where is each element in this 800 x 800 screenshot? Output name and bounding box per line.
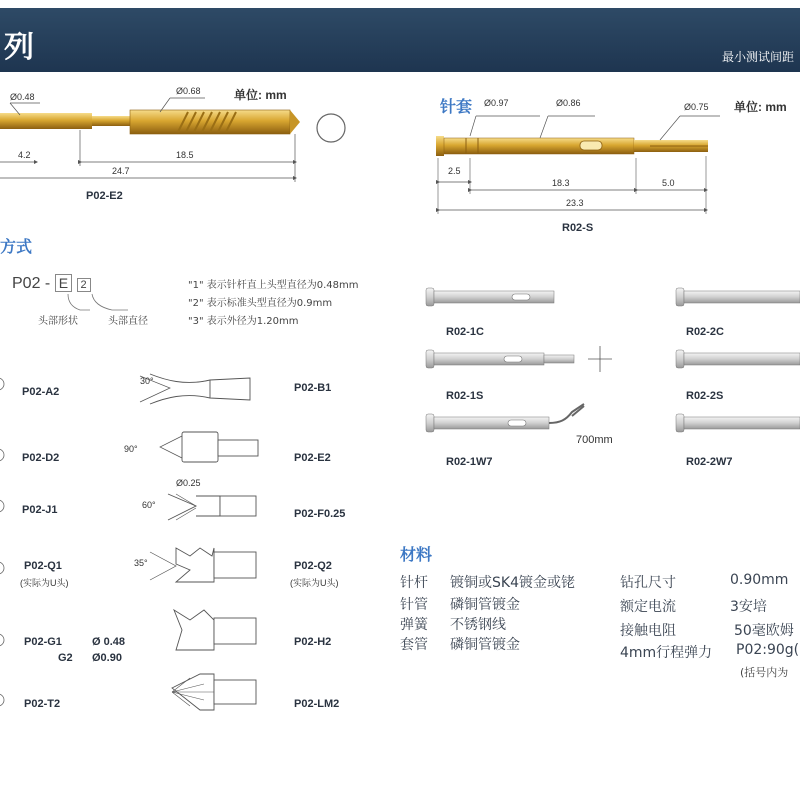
dim-4-2: 4.2 (18, 150, 31, 160)
spec-key-1: 钻孔尺寸 (620, 575, 676, 591)
dia-code-box: 2 (77, 278, 91, 292)
angle-90: 90° (124, 444, 138, 454)
tip-q2-note: (实际为U头) (290, 578, 339, 588)
mat-key-1: 针杆 (400, 575, 428, 591)
mat-key-4: 套管 (400, 637, 428, 653)
mat-key-2: 针管 (400, 597, 428, 613)
dim-dia-086: Ø0.86 (556, 98, 581, 108)
ordering-prefix: P02 - (12, 275, 51, 292)
dia-025: Ø0.25 (176, 478, 201, 488)
tip-p02-lm2: P02-LM2 (294, 698, 340, 710)
barrel-heading: 针套 (440, 97, 473, 116)
ordering-heading: 方式 (0, 237, 33, 256)
unit-label: 单位: mm (234, 88, 287, 102)
probe-p02-e2-drawing (0, 98, 345, 182)
tip-p02-g1: P02-G1 (24, 636, 62, 648)
tip-q1-note: (实际为U头) (20, 578, 69, 588)
mat-val-2: 磷铜管镀金 (450, 597, 520, 613)
ordering-note-3: "3" 表示外径为1.20mm (188, 316, 299, 327)
tip-p02-f025: P02-F0.25 (294, 508, 346, 520)
ordering-note-1: "1" 表示针杆直上头型直径为0.48mm (188, 280, 359, 291)
mat-val-3: 不锈钢线 (450, 617, 506, 633)
dim-23-3: 23.3 (566, 198, 584, 208)
tip-p02-q2: P02-Q2 (294, 560, 332, 572)
tip-p02-d2: P02-D2 (22, 452, 60, 464)
recept-r02-2w7: R02-2W7 (686, 456, 733, 468)
ordering-code-diagram (68, 294, 128, 310)
mat-val-4: 磷铜管镀金 (450, 637, 520, 653)
dim-dia-097: Ø0.97 (484, 98, 509, 108)
spec-val-1: 0.90mm (730, 572, 789, 588)
barrel-unit-label: 单位: mm (734, 100, 787, 114)
dim-5-0: 5.0 (662, 178, 675, 188)
angle-35: 35° (134, 558, 148, 568)
head-shape-label: 头部形状 (38, 316, 78, 327)
spec-key-2: 额定电流 (620, 599, 676, 615)
page-subtitle: 最小测试间距 (721, 50, 794, 64)
tip-g1-dia: Ø 0.48 (92, 636, 126, 648)
tip-p02-b1: P02-B1 (294, 382, 332, 394)
tip-p02-j1: P02-J1 (22, 504, 58, 516)
recept-r02-1w7: R02-1W7 (446, 456, 493, 468)
cropped-tip-edges (0, 378, 4, 706)
head-code-box: E (55, 274, 72, 292)
dim-2-5: 2.5 (448, 166, 461, 176)
tip-p02-h2: P02-H2 (294, 636, 332, 648)
recept-r02-2c: R02-2C (686, 326, 724, 338)
tip-p02-t2: P02-T2 (24, 698, 61, 710)
spec-val-4: P02:90g( (736, 642, 800, 658)
tip-p02-q1: P02-Q1 (24, 560, 62, 572)
spec-key-4: 4mm行程弹力 (620, 645, 713, 661)
mat-val-1: 镀铜或SK4镀金或铑 (450, 575, 575, 591)
angle-30: 30° (140, 376, 154, 386)
spec-key-3: 接触电阻 (620, 623, 676, 639)
spec-note: (括号内为 (740, 666, 789, 679)
recept-r02-2s: R02-2S (686, 390, 724, 402)
tip-p02-e2: P02-E2 (294, 452, 331, 464)
dim-18-3: 18.3 (552, 178, 570, 188)
ordering-note-2: "2" 表示标准头型直径为0.9mm (188, 298, 333, 309)
mat-key-3: 弹簧 (400, 617, 428, 633)
receptacle-drawings (426, 288, 800, 432)
materials-heading: 材料 (400, 545, 433, 564)
spec-val-2: 3安培 (730, 599, 767, 615)
tip-g2-dia: Ø0.90 (92, 652, 122, 664)
dim-24-7: 24.7 (112, 166, 130, 176)
wire-length: 700mm (576, 434, 613, 446)
spec-val-3: 50毫欧姆 (734, 623, 794, 639)
page-title: 列 (4, 30, 34, 65)
dim-dia-048: Ø0.48 (10, 92, 35, 102)
model-r02-s: R02-S (562, 222, 594, 234)
dim-18-5: 18.5 (176, 150, 194, 160)
dim-dia-068: Ø0.68 (176, 86, 201, 96)
head-dia-label: 头部直径 (108, 316, 148, 327)
tip-style-drawings (140, 374, 258, 710)
ordering-code (12, 274, 91, 293)
recept-r02-1c: R02-1C (446, 326, 484, 338)
recept-r02-1s: R02-1S (446, 390, 484, 402)
tip-p02-a2: P02-A2 (22, 386, 60, 398)
angle-60: 60° (142, 500, 156, 510)
dim-dia-075: Ø0.75 (684, 102, 709, 112)
tip-g2: G2 (58, 652, 73, 664)
model-p02-e2: P02-E2 (86, 190, 123, 202)
